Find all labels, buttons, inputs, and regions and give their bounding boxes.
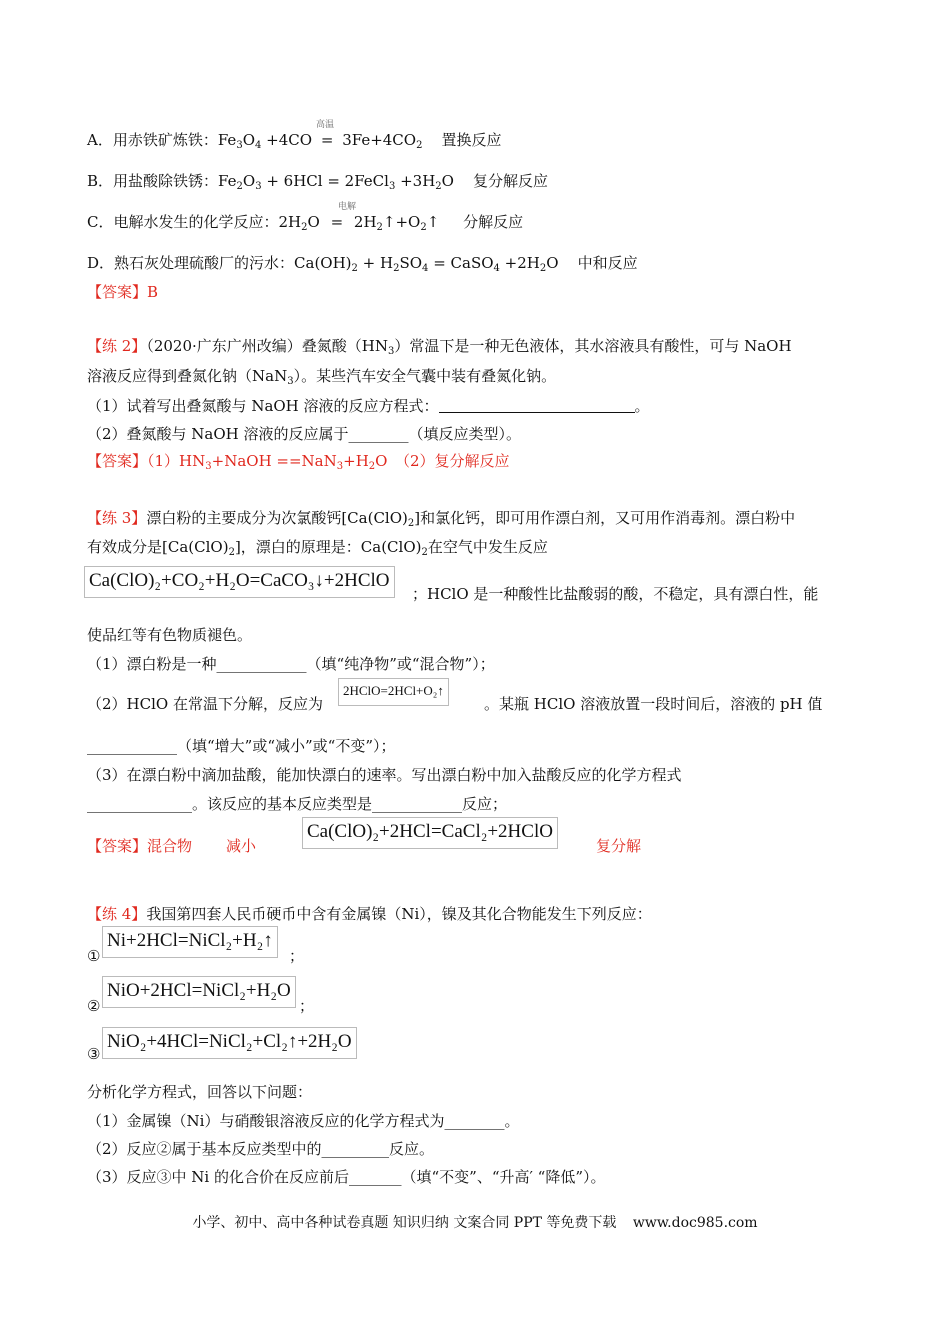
q3-sub2a: （2）HClO 在常温下分解，反应为 xyxy=(87,695,323,713)
footer-url[interactable]: www.doc985.com xyxy=(632,1215,758,1231)
q4-sub2: （2）反应②属于基本反应类型中的_________反应。 xyxy=(87,1140,435,1158)
page-footer xyxy=(0,1212,950,1232)
q2-line1: 【练 2】（2020·广东广州改编）叠氮酸$(HN_3)$常温下是一种无色液体，其水溶液具有酸性，可与 NaOH xyxy=(87,337,792,357)
equation-bleach-co2: Ca(ClO)₂+CO₂+H₂O=CaCO₃↓+2HClO xyxy=(84,566,395,598)
option-a: A．用赤铁矿炼铁：$Fe_3O_4 +4CO = 3Fe+4CO_2$ 置换反应 xyxy=(87,131,502,151)
q2-answer: 【答案】$(1)HN_3+NaOH ==NaN_3+H_2O$ （2）复分解反应 xyxy=(87,452,510,472)
q2-sub2: （2）叠氮酸与 NaOH 溶液的反应属于________（填反应类型）。 xyxy=(87,425,522,443)
equation-nio2-hcl: NiO₂+4HCl=NiCl₂+Cl₂↑+2H₂O xyxy=(102,1027,357,1059)
q3-sub1: （1）漂白粉是一种____________（填“纯净物”或“混合物”）； xyxy=(87,655,495,673)
equation-hclo-decomp: 2HClO=2HCl+O₂↑ xyxy=(338,678,449,706)
q3-line1: 【练 3】漂白粉的主要成分为次氯酸钙$[Ca(ClO)_2]$和氯化钙，即可用作漂白剂，又可用作消毒剂。漂白粉中 xyxy=(87,509,796,529)
reaction-3-num: ③ xyxy=(87,1045,101,1063)
q2-line2: 溶液反应得到叠氮化钠（NaN$_3$）。某些汽车安全气囊中装有叠氮化钠。 xyxy=(87,367,557,387)
q3-sub3a: （3）在漂白粉中滴加盐酸，能加快漂白的速率。写出漂白粉中加入盐酸反应的化学方程式 xyxy=(87,766,682,784)
option-d: D．熟石灰处理硫酸厂的污水：$Ca(OH)_2 + H_2SO_4$ = CaSO$_4$ $+2H_2O$ 中和反应 xyxy=(87,254,638,274)
reaction-1-num: ① xyxy=(87,947,101,965)
q3-line3: ；HClO 是一种酸性比盐酸弱的酸，不稳定，具有漂白性，能 xyxy=(412,585,819,603)
q3-answer: 【答案】混合物 减小 xyxy=(87,837,257,855)
q4-sub1: （1）金属镍（Ni）与硝酸银溶液反应的化学方程式为________。 xyxy=(87,1112,520,1130)
equation-bleach-hcl: Ca(ClO)₂+2HCl=CaCl₂+2HClO xyxy=(302,817,558,849)
q3-sub3b: ______________。该反应的基本反应类型是____________反应； xyxy=(87,795,508,813)
q3-sub2c: ____________（填“增大”或“减小”或“不变”）； xyxy=(87,737,396,755)
equation-ni-hcl: Ni+2HCl=NiCl₂+H₂↑ xyxy=(102,926,278,958)
answer-1: 【答案】B xyxy=(87,283,159,301)
q4-sub3: （3）反应③中 Ni 的化合价在反应前后_______（填“不变”、“升高′ “降低”）。 xyxy=(87,1168,606,1186)
condition-electrolysis: 电解 xyxy=(338,202,357,212)
option-c: C．电解水发生的化学反应：$2H_2O$ = $2H_2↑+O_2↑$ 分解反应 xyxy=(87,213,524,233)
q3-sub2b: 。某瓶 HClO 溶液放置一段时间后，溶液的 pH 值 xyxy=(484,695,823,713)
condition-high-temp: 高温 xyxy=(316,120,335,130)
footer-text: 小学、初中、高中各种试卷真题 知识归纳 文案合同 PPT 等免费下载 xyxy=(192,1215,617,1231)
reaction-2-num: ② xyxy=(87,997,101,1015)
q4-analyze: 分析化学方程式，回答以下问题： xyxy=(87,1083,313,1101)
reaction-1-end: ； xyxy=(289,947,305,965)
q3-answer-type: 复分解 xyxy=(596,837,642,855)
option-b: B．用盐酸除铁锈：$Fe_2O_3 + 6HCl$ = 2FeCl$_3$ $+3H_2O$ 复分解反应 xyxy=(87,172,549,192)
q4-intro: 【练 4】我国第四套人民币硬币中含有金属镍（Ni），镍及其化合物能发生下列反应： xyxy=(87,905,652,923)
q3-line4: 使品红等有色物质褪色。 xyxy=(87,626,253,644)
q2-sub1: （1）试着写出叠氮酸与 NaOH 溶液的反应方程式： 。 xyxy=(87,397,650,415)
equation-nio-hcl: NiO+2HCl=NiCl₂+H₂O xyxy=(102,976,296,1008)
reaction-2-end: ； xyxy=(299,997,315,1015)
q3-line2: 有效成分是$[Ca(ClO)_2]$，漂白的原理是：$Ca(ClO)_2$在空气中发生反应 xyxy=(87,538,548,558)
